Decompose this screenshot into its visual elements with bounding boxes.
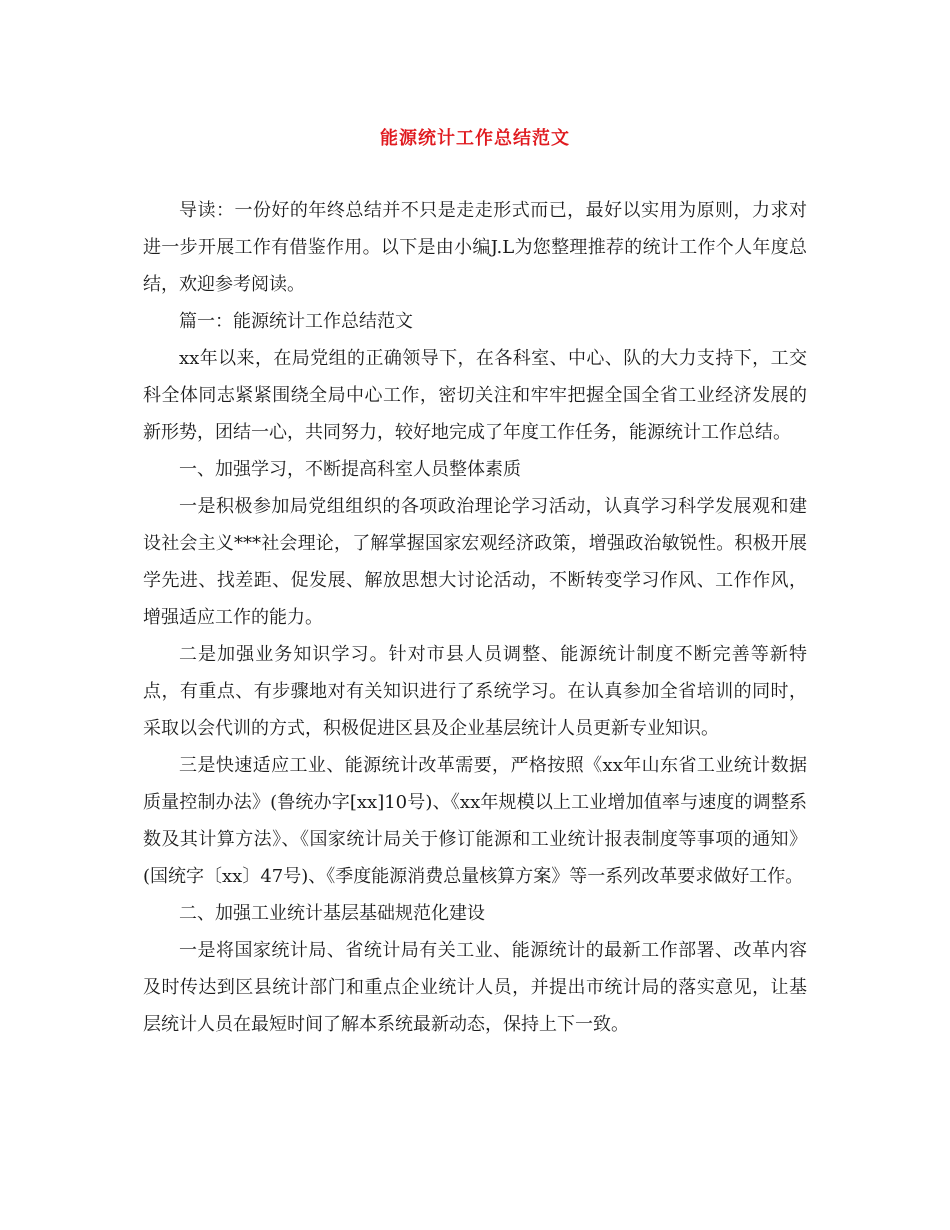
- body-paragraph: 一是积极参加局党组组织的各项政治理论学习活动，认真学习科学发展观和建设社会主义***社会理论，了解掌握国家宏观经济政策，增强政治敏锐性。积极开展学先进、找差距、促发展、解放思想大讨论活动，不断转变学习作风、工作作风，增强适应工作的能力。: [143, 496, 807, 628]
- body-paragraph: 一是将国家统计局、省统计局有关工业、能源统计的最新工作部署、改革内容及时传达到区县统计部门和重点企业统计人员，并提出市统计局的落实意见，让基层统计人员在最短时间了解本系统最新动态，保持上下一致。: [143, 940, 807, 1035]
- document-title: 能源统计工作总结范文: [380, 128, 570, 149]
- section-heading-2: 二、加强工业统计基层基础规范化建设: [179, 903, 485, 924]
- document-body: [143, 192, 807, 1043]
- intro-paragraph: 导读：一份好的年终总结并不只是走走形式而已，最好以实用为原则，力求对进一步开展工作有借鉴作用。以下是由小编J.L为您整理推荐的统计工作个人年度总结，欢迎参考阅读。: [143, 200, 807, 295]
- section-heading-1: 一、加强学习，不断提高科室人员整体素质: [179, 459, 521, 480]
- body-paragraph: 二是加强业务知识学习。针对市县人员调整、能源统计制度不断完善等新特点，有重点、有步骤地对有关知识进行了系统学习。在认真参加全省培训的同时，采取以会代训的方式，积极促进区县及企业基层统计人员更新专业知识。: [143, 644, 807, 739]
- section-heading-part-one: 篇一：能源统计工作总结范文: [179, 311, 413, 332]
- body-paragraph-overview: xx年以来，在局党组的正确领导下，在各科室、中心、队的大力支持下，工交科全体同志紧紧围绕全局中心工作，密切关注和牢牢把握全国全省工业经济发展的新形势，团结一心，共同努力，较好地完成了年度工作任务，能源统计工作总结。: [143, 348, 807, 443]
- body-paragraph: 三是快速适应工业、能源统计改革需要，严格按照《xx年山东省工业统计数据质量控制办法》(鲁统办字[xx]10号)、《xx年规模以上工业增加值率与速度的调整系数及其计算方法》、《国家统计局关于修订能源和工业统计报表制度等事项的通知》(国统字〔xx〕47号)、《季度能源消费总量核算方案》等一系列改革要求做好工作。: [143, 755, 807, 887]
